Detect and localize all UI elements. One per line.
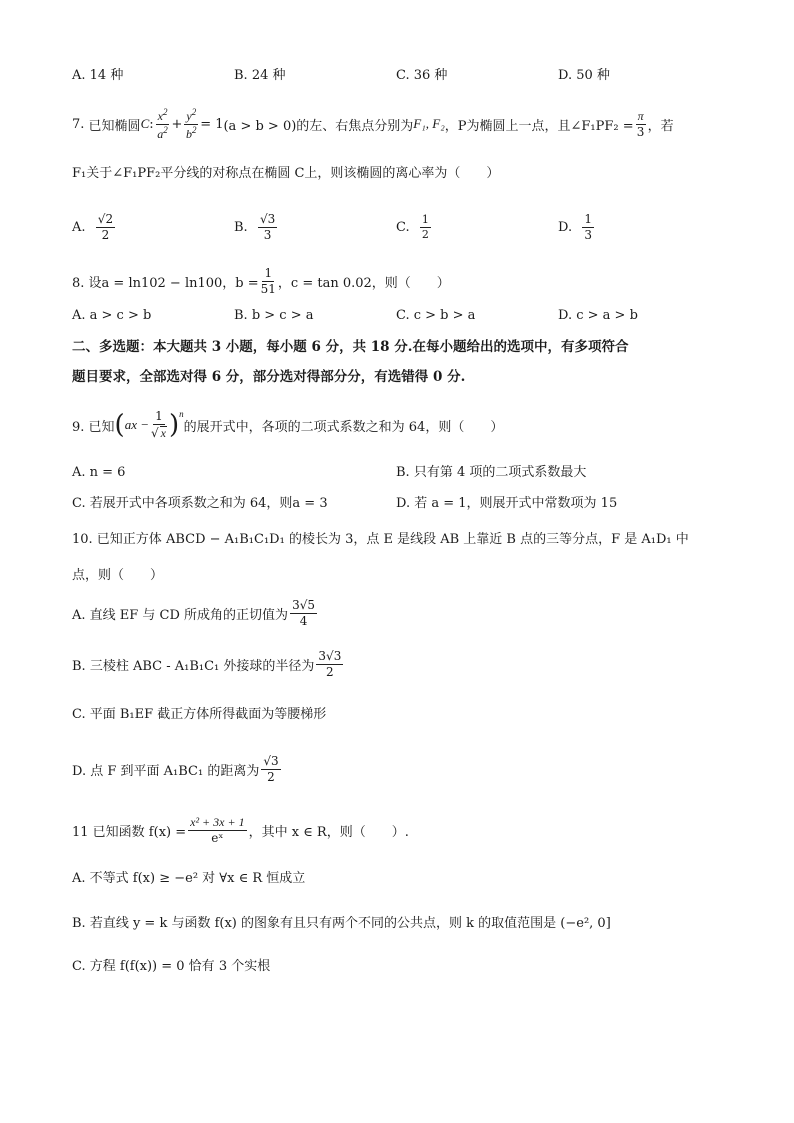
q7-frac-x: $x^2$ $a^2$ [157, 106, 168, 141]
q11-option-c: C. 方程 f(f(x)) = 0 恰有 3 个实根 [72, 959, 271, 974]
q7-eq-mid: (a > b > 0)的左、右焦点分别为 [223, 118, 414, 134]
q10-option-d: D. 点 F 到平面 A₁BC₁ 的距离为 √3 2 [72, 753, 279, 784]
q10-option-c: C. 平面 B₁EF 截正方体所得截面为等腰梯形 [72, 707, 327, 722]
q10-stem-line2: 点，则（ ） [72, 568, 164, 583]
q9-option-d: D. 若 a = 1，则展开式中常数项为 15 [396, 496, 618, 511]
q6-option-d: D. 50 种 [558, 68, 610, 83]
q7-frac-y: $y^2$ $b^2$ [186, 106, 197, 141]
q8-option-a: A. a > c > b [72, 308, 152, 323]
q7-if: ，若 [647, 118, 674, 134]
q9-stem: 9. 已知 ( ax − $\frac{1}{√ x}$ ) n 的展开式中，各项的二项式系数之和为 64，则（ ） [72, 409, 504, 440]
q10-option-a: A. 直线 EF 与 CD 所成角的正切值为 3√5 4 [72, 597, 315, 628]
q7-option-d: D. 1 3 [558, 211, 592, 242]
q8-option-d: D. c > a > b [558, 308, 638, 323]
q9-option-c: C. 若展开式中各项系数之和为 64，则a = 3 [72, 496, 328, 511]
q7-stem-line1: 7. 已知椭圆 C : $x^2$ $a^2$ + $y^2$ $b^2$ = 1 (a > b > 0)的左、右焦点分别为 F₁, F₂ ，P为椭圆上一点，且∠F₁PF₂ = $\frac{\pi}{3}$ ，若 [72, 106, 674, 141]
q8-stem: 8. 设a = ln102 − ln100，b = $\frac{1}{51}$ ，c = tan 0.02，则（ ） [72, 265, 450, 296]
q6-option-b: B. 24 种 [234, 68, 286, 83]
q11-option-b: B. 若直线 y = k 与函数 f(x) 的图象有且只有两个不同的公共点，则 k 的取值范围是 (−e², 0] [72, 916, 611, 931]
q9-option-b: B. 只有第 4 项的二项式系数最大 [396, 465, 587, 480]
q7-foci: F₁, F₂ [413, 116, 445, 131]
q7-number: 7. [72, 116, 85, 132]
q7-stem-line2: F₁关于∠F₁PF₂平分线的对称点在椭圆 C上，则该椭圆的离心率为（ ） [72, 166, 500, 181]
q8-option-b: B. b > c > a [234, 308, 314, 323]
q11-stem: 11 已知函数 f(x) = $\frac{\text{x² + 3x + 1}}{\text{eˣ}}$ ，其中 x ∈ R，则（ ）. [72, 814, 409, 845]
q7-option-c: C. 1 2 [396, 212, 429, 241]
q7-option-a: A. √2 2 [72, 211, 114, 242]
q11-option-a: A. 不等式 f(x) ≥ −e² 对 ∀x ∈ R 恒成立 [72, 871, 306, 886]
q10-option-b: B. 三棱柱 ABC - A₁B₁C₁ 外接球的半径为 3√3 2 [72, 648, 342, 679]
q6-option-a: A. 14 种 [72, 68, 124, 83]
q7-p-text: ，P为椭圆上一点，且∠F₁PF₂ = [444, 118, 634, 134]
section2-line2: 题目要求，全部选对得 6 分，部分选对得部分分，有选错得 0 分. [72, 369, 466, 385]
q7-option-b: B. √3 3 [234, 211, 276, 242]
q6-option-c: C. 36 种 [396, 68, 448, 83]
q8-option-c: C. c > b > a [396, 308, 476, 323]
section2-line1: 二、多选题：本大题共 3 小题，每小题 6 分，共 18 分.在每小题给出的选项中，有多项符合 [72, 339, 629, 355]
q7-frac-pi: $\frac{\pi}{3}$ [636, 108, 645, 139]
q9-option-a: A. n = 6 [72, 465, 126, 480]
q7-pre: 已知椭圆 [88, 118, 141, 134]
q10-stem-line1: 10. 已知正方体 ABCD − A₁B₁C₁D₁ 的棱长为 3，点 E 是线段 AB 上靠近 B 点的三等分点，F 是 A₁D₁ 中 [72, 532, 689, 547]
